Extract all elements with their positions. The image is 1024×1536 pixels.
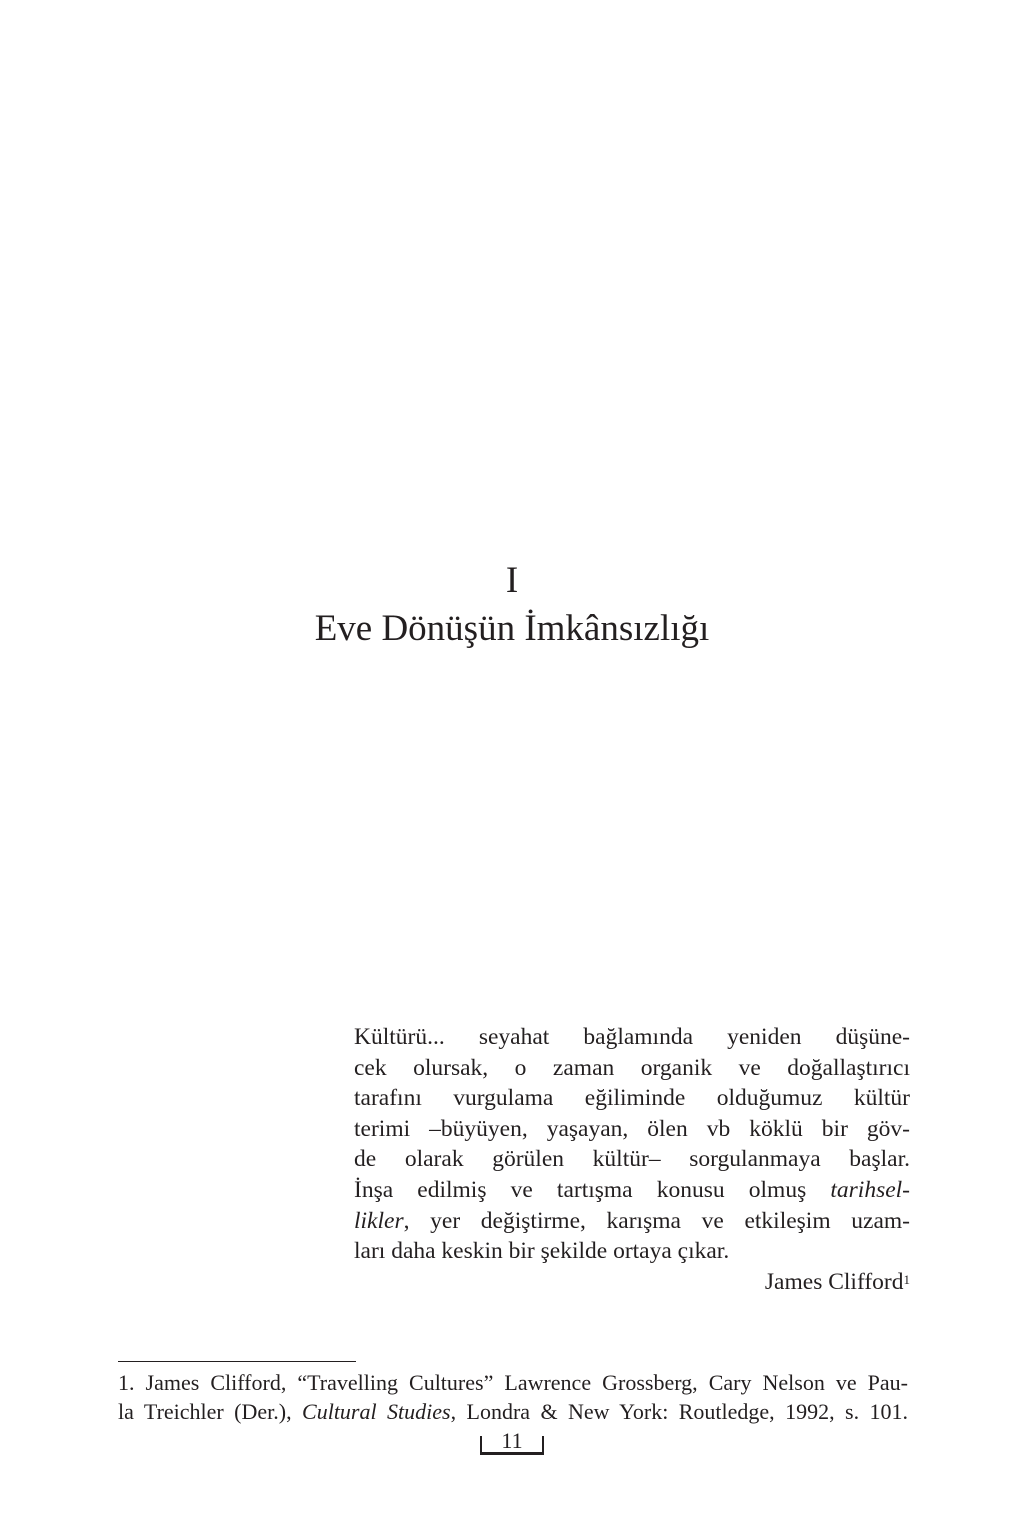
epigraph-line: ları daha keskin bir şekilde ortaya çıkar.: [354, 1238, 730, 1265]
epigraph-line: Kültürü... seyahat bağlamında yeniden düşüne-: [354, 1024, 910, 1050]
footnote-text: la Treichler (Der.),: [118, 1399, 303, 1424]
footnote-text: , Londra & New York: Routledge, 1992, s. 101.: [450, 1399, 909, 1424]
epigraph-line: [354, 1175, 910, 1206]
epigraph-line: [354, 1206, 910, 1237]
epigraph-line-text: , yer değiştirme, karışma ve etkileşim uzam-: [403, 1207, 910, 1234]
epigraph-line: terimi –büyüyen, yaşayan, ölen vb köklü bir göv-: [354, 1115, 910, 1142]
epigraph-line: tarafını vurgulama eğiliminde olduğumuz kültür: [354, 1085, 910, 1112]
footnote: [118, 1368, 908, 1426]
epigraph-attribution: [354, 1267, 910, 1298]
attribution-name: James Clifford: [764, 1268, 904, 1295]
page-number-block: [470, 1426, 554, 1462]
footnote-divider: [118, 1361, 356, 1362]
chapter-number: I: [505, 560, 519, 601]
epigraph-quote: [354, 1022, 910, 1297]
footnote-line: 1. James Clifford, “Travelling Cultures” Lawrence Grossberg, Cary Nelson ve Pau-: [118, 1370, 908, 1395]
epigraph-italic-term: likler: [354, 1207, 404, 1234]
epigraph-italic-term: tarihsel-: [830, 1176, 911, 1203]
page-number: 11: [501, 1428, 523, 1453]
epigraph-line: de olarak görülen kültür– sorgulanmaya başlar.: [354, 1146, 910, 1173]
footnote-line: [118, 1397, 908, 1426]
epigraph-line-text: İnşa edilmiş ve tartışma konusu olmuş: [354, 1176, 807, 1203]
footnote-book-title: Cultural Studies: [302, 1399, 451, 1424]
chapter-title: Eve Dönüşün İmkânsızlığı: [314, 608, 710, 649]
epigraph-line: cek olursak, o zaman organik ve doğallaştırıcı: [354, 1054, 910, 1081]
footnote-reference: 1: [903, 1271, 910, 1287]
